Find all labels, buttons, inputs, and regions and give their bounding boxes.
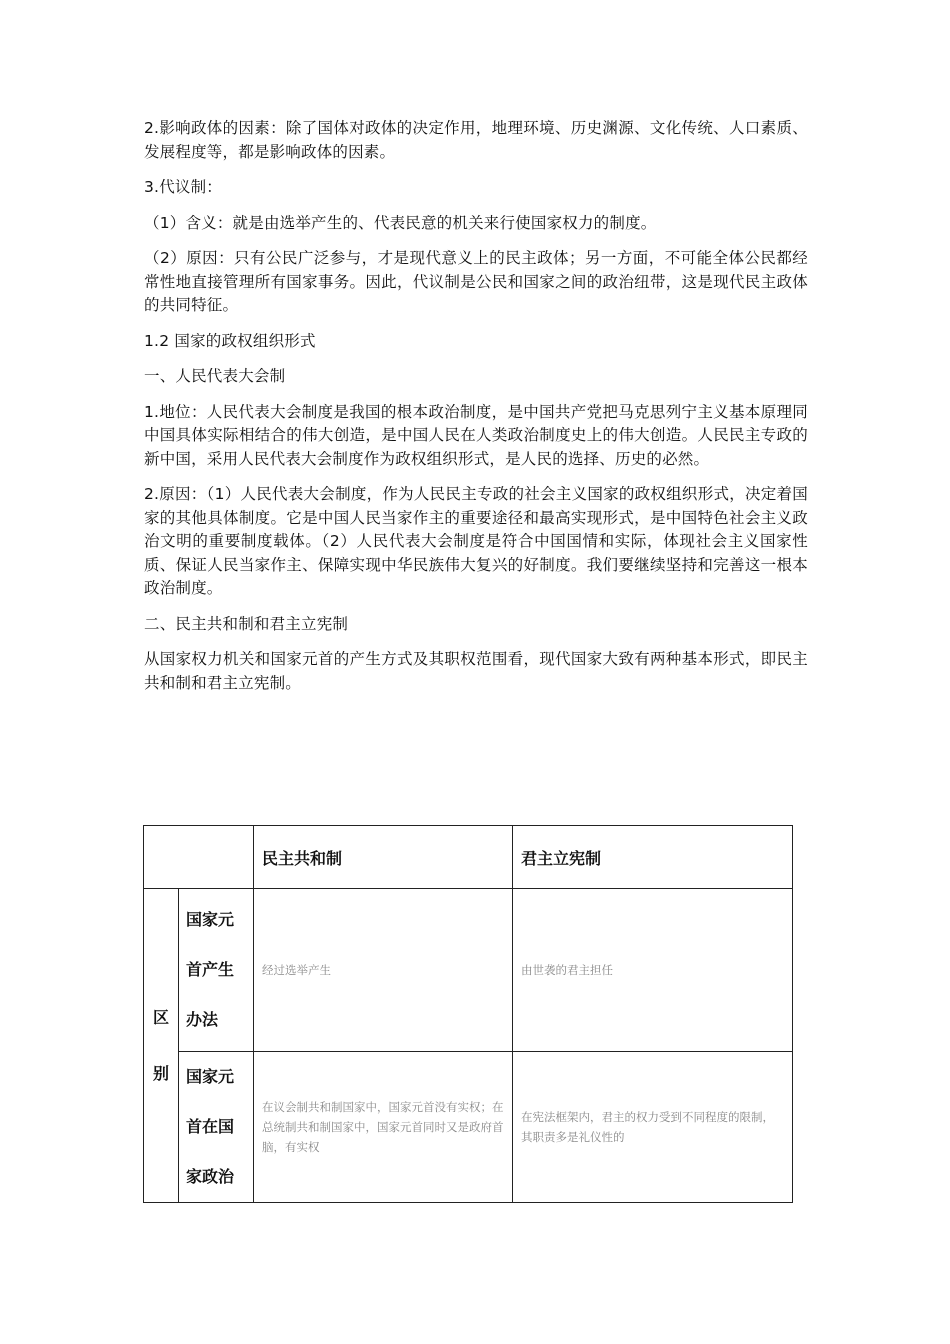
header-monarchy: 君主立宪制 xyxy=(513,826,793,889)
header-empty-cell xyxy=(144,826,254,889)
header-republic: 民主共和制 xyxy=(254,826,513,889)
cell-monarchy-selection: 由世袭的君主担任 xyxy=(513,889,793,1052)
paragraph-meaning: （1）含义：就是由选举产生的、代表民意的机关来行使国家权力的制度。 xyxy=(144,213,657,232)
paragraph-two-forms: 从国家权力机关和国家元首的产生方式及其职权范围看，现代国家大致有两种基本形式，即民主共和制和君主立宪制。 xyxy=(144,650,808,692)
table-row xyxy=(144,1052,793,1203)
body-text xyxy=(144,117,808,707)
paragraph-status: 1.地位：人民代表大会制度是我国的根本政治制度，是中国共产党把马克思列宁主义基本原理同中国具体实际相结合的伟大创造，是中国人民在人类政治制度史上的伟大创造。人民民主专政的新中国，采用人民代表大会制度作为政权组织形式，是人民的选择、历史的必然。 xyxy=(144,402,808,468)
cell-republic-role: 在议会制共和制国家中，国家元首没有实权；在总统制共和制国家中，国家元首同时又是政府首脑，有实权 xyxy=(254,1052,513,1203)
cell-republic-selection: 经过选举产生 xyxy=(254,889,513,1052)
paragraph-reason: （2）原因：只有公民广泛参与，才是现代意义上的民主政体；另一方面，不可能全体公民都经常性地直接管理所有国家事务。因此，代议制是公民和国家之间的政治纽带，这是现代民主政体的共同特征。 xyxy=(144,249,808,314)
heading-representative-system: 3.代议制： xyxy=(144,178,222,196)
cell-monarchy-role: 在宪法框架内，君主的权力受到不同程度的限制，其职责多是礼仪性的 xyxy=(513,1052,793,1203)
table-header-row xyxy=(144,826,793,889)
section-title-1-2: 1.2 国家的政权组织形式 xyxy=(144,331,316,350)
heading-republic-monarchy: 二、民主共和制和君主立宪制 xyxy=(144,614,349,633)
group-label-difference: 区 别 xyxy=(144,889,179,1203)
comparison-table xyxy=(143,825,793,1203)
table-row xyxy=(144,889,793,1052)
row-label-head-of-state-selection: 国家元 首产生 办法 xyxy=(179,889,254,1052)
paragraph-factors: 2.影响政体的因素：除了国体对政体的决定作用，地理环境、历史渊源、文化传统、人口素质、发展程度等，都是影响政体的因素。 xyxy=(144,119,808,161)
row-label-head-of-state-role: 国家元 首在国 家政治 xyxy=(179,1052,254,1203)
heading-peoples-congress: 一、人民代表大会制 xyxy=(144,367,286,385)
paragraph-congress-reason: 2.原因：（1）人民代表大会制度，作为人民民主专政的社会主义国家的政权组织形式，决定着国家的其他具体制度。它是中国人民当家作主的重要途径和最高实现形式，是中国特色社会主义政治文明的重要制度载体。（2）人民代表大会制度是符合中国国情和实际，体现社会主义国家性质、保证人民当家作主、保障实现中华民族伟大复兴的好制度。我们要继续坚持和完善这一根本政治制度。 xyxy=(144,485,808,597)
